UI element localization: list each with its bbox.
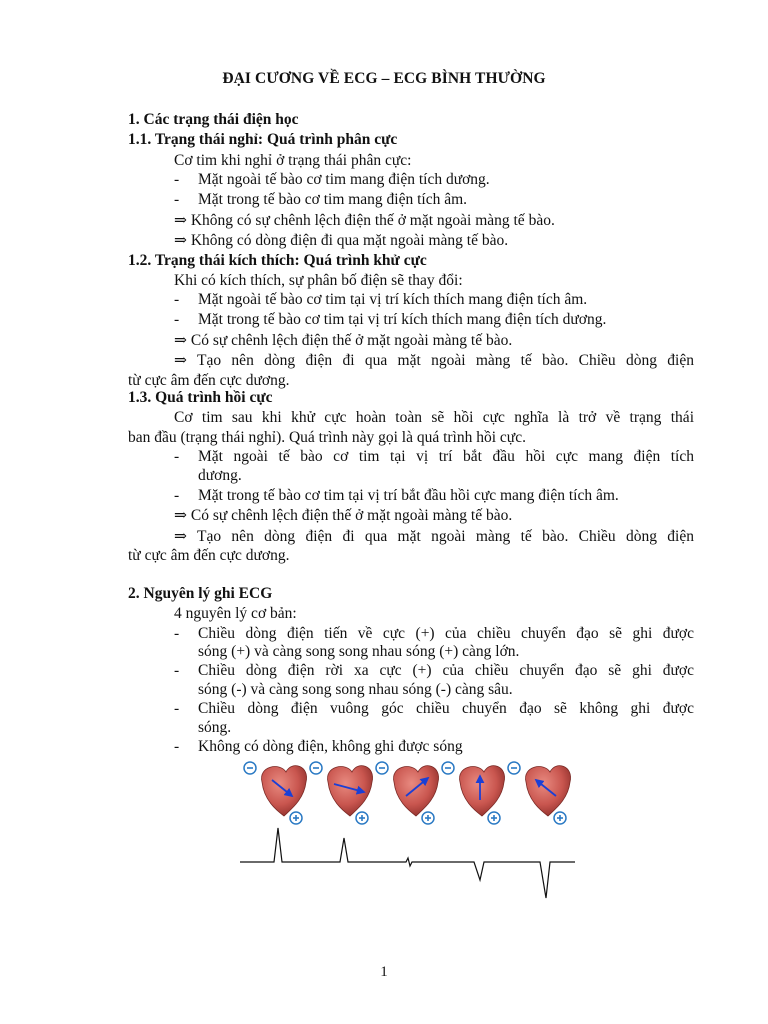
principle-2b: sóng (-) và càng song song nhau sóng (-) càng sâu.: [198, 681, 513, 698]
bullet-dash: -: [174, 700, 180, 717]
section-1-3-intro-a: Cơ tim sau khi khử cực hoàn toàn sẽ hồi cực nghĩa là trở về trạng thái: [174, 409, 694, 426]
heart-shape: [460, 766, 505, 816]
section-1-1-bullet-2: Mặt trong tế bào cơ tim mang điện tích âm.: [198, 191, 468, 208]
bullet-dash: -: [174, 191, 180, 208]
positive-electrode-icon: [422, 812, 434, 824]
positive-electrode-icon: [554, 812, 566, 824]
section-1-2-bullet-1: Mặt ngoài tế bào cơ tim tại vị trí kích thích mang điện tích âm.: [198, 291, 588, 308]
principle-2a: Chiều dòng điện rời xa cực (+) của chiều chuyển đạo sẽ ghi được: [198, 662, 694, 679]
bullet-dash: -: [174, 171, 180, 188]
heart-diagram-4: [442, 762, 505, 824]
heart-diagram-1: [244, 762, 307, 824]
section-1-2-conclusion-1: ⇒ Có sự chênh lệch điện thế ở mặt ngoài màng tế bào.: [174, 332, 513, 349]
bullet-dash: -: [174, 311, 180, 328]
page-number: 1: [380, 964, 388, 980]
principle-1a: Chiều dòng điện tiến về cực (+) của chiều chuyển đạo sẽ ghi được: [198, 625, 694, 642]
section-1-3-bullet-1a: Mặt ngoài tế bào cơ tim tại vị trí bắt đầu hồi cực mang điện tích: [198, 448, 694, 465]
section-1-2-intro: Khi có kích thích, sự phân bố điện sẽ thay đổi:: [174, 272, 463, 289]
heart-diagram-5: [508, 762, 571, 824]
document-title: ĐẠI CƯƠNG VỀ ECG – ECG BÌNH THƯỜNG: [222, 70, 546, 87]
section-1-3-conclusion-1: ⇒ Có sự chênh lệch điện thế ở mặt ngoài màng tế bào.: [174, 507, 513, 524]
section-1-1-conclusion-1: ⇒ Không có sự chênh lệch điện thế ở mặt ngoài màng tế bào.: [174, 212, 555, 229]
heart-shape: [394, 766, 439, 816]
heart-diagram-2: [310, 762, 373, 824]
negative-electrode-icon: [508, 762, 520, 774]
negative-electrode-icon: [310, 762, 322, 774]
bullet-dash: -: [174, 662, 180, 679]
heart-shape: [328, 766, 373, 816]
bullet-dash: -: [174, 625, 180, 642]
bullet-dash: -: [174, 487, 180, 504]
ecg-trace: [240, 828, 575, 898]
heart-diagram-3: [376, 762, 439, 824]
negative-electrode-icon: [244, 762, 256, 774]
section-2-heading: 2. Nguyên lý ghi ECG: [128, 585, 273, 602]
section-1-1-bullet-1: Mặt ngoài tế bào cơ tim mang điện tích dương.: [198, 171, 490, 188]
positive-electrode-icon: [356, 812, 368, 824]
heart-shape: [262, 766, 307, 816]
principle-4: Không có dòng điện, không ghi được sóng: [198, 738, 463, 755]
bullet-dash: -: [174, 738, 180, 755]
negative-electrode-icon: [442, 762, 454, 774]
section-1-1-conclusion-2: ⇒ Không có dòng điện đi qua mặt ngoài màng tế bào.: [174, 232, 509, 249]
ecg-principle-figure: [240, 756, 585, 906]
bullet-dash: -: [174, 291, 180, 308]
heart-shape: [526, 766, 571, 816]
positive-electrode-icon: [488, 812, 500, 824]
section-1-3-conclusion-2b: từ cực âm đến cực dương.: [128, 547, 290, 564]
section-1-1-intro: Cơ tim khi nghỉ ở trạng thái phân cực:: [174, 152, 412, 169]
section-1-2-conclusion-2b: từ cực âm đến cực dương.: [128, 372, 290, 389]
section-1-2-conclusion-2a: ⇒ Tạo nên dòng điện đi qua mặt ngoài màng tế bào. Chiều dòng điện: [174, 352, 694, 369]
section-1-3-conclusion-2a: ⇒ Tạo nên dòng điện đi qua mặt ngoài màng tế bào. Chiều dòng điện: [174, 528, 694, 545]
section-1-1-heading: 1.1. Trạng thái nghỉ: Quá trình phân cực: [128, 131, 398, 148]
section-1-2-heading: 1.2. Trạng thái kích thích: Quá trình khử cực: [128, 252, 427, 269]
bullet-dash: -: [174, 448, 180, 465]
section-1-heading: 1. Các trạng thái điện học: [128, 111, 299, 128]
positive-electrode-icon: [290, 812, 302, 824]
section-1-3-bullet-1b: dương.: [198, 467, 242, 484]
principle-3a: Chiều dòng điện vuông góc chiều chuyển đạo sẽ không ghi được: [198, 700, 694, 717]
principle-3b: sóng.: [198, 719, 232, 736]
section-2-intro: 4 nguyên lý cơ bản:: [174, 605, 297, 622]
negative-electrode-icon: [376, 762, 388, 774]
section-1-3-heading: 1.3. Quá trình hồi cực: [128, 389, 273, 406]
section-1-3-intro-b: ban đầu (trạng thái nghỉ). Quá trình này gọi là quá trình hồi cực.: [128, 429, 526, 446]
section-1-3-bullet-2: Mặt trong tế bào cơ tim tại vị trí bắt đầu hồi cực mang điện tích âm.: [198, 487, 619, 504]
section-1-2-bullet-2: Mặt trong tế bào cơ tim tại vị trí kích thích mang điện tích dương.: [198, 311, 607, 328]
principle-1b: sóng (+) và càng song song nhau sóng (+) càng lớn.: [198, 643, 520, 660]
